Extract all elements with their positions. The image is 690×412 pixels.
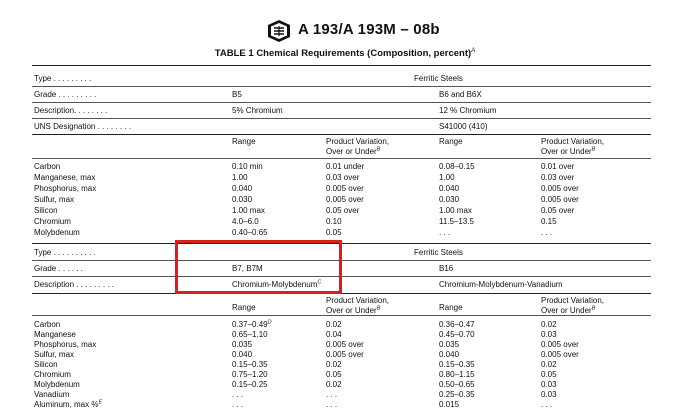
col-range: Range: [232, 303, 256, 312]
b5-variation-cell: 0.03 over: [326, 173, 360, 182]
grade-b5: B5: [232, 90, 242, 99]
b5-range-cell: 0.040: [232, 184, 253, 193]
rule-line: [32, 158, 651, 159]
element-name: Carbon: [34, 320, 61, 329]
b16-variation-cell: 0.03: [541, 380, 557, 389]
b16-variation-cell: 0.02: [541, 320, 557, 329]
element-name: Molybdenum: [34, 380, 80, 389]
b16-variation-cell: 0.005 over: [541, 350, 579, 359]
rule-line: [32, 65, 651, 66]
element-name: Manganese, max: [34, 173, 96, 182]
b7-variation-cell: 0.02: [326, 360, 342, 369]
uns-b6: S41000 (410): [439, 122, 488, 131]
b16-range-cell: 0.040: [439, 350, 460, 359]
highlight-box: [175, 240, 342, 294]
b6-variation-cell: 0.05 over: [541, 206, 575, 215]
b16-variation-cell: 0.03: [541, 390, 557, 399]
col-variation: Product Variation, Over or Under$^B$: [326, 137, 389, 156]
b6-range-cell: 0.08–0.15: [439, 162, 475, 171]
b7-range-cell: 0.15–0.35: [232, 360, 268, 369]
b16-range-cell: 0.50–0.65: [439, 380, 475, 389]
type-label: Type . . . . . . . . . .: [34, 248, 96, 257]
col-range: Range: [439, 303, 463, 312]
table-title: TABLE 1 Chemical Requirements (Composition, percent)$^A$: [214, 48, 476, 60]
col-range: Range: [439, 137, 463, 146]
b5-range-cell: 0.030: [232, 195, 253, 204]
b16-range-cell: 0.25–0.35: [439, 390, 475, 399]
type-value: Ferritic Steels: [414, 248, 463, 257]
element-name: Aluminum, max %$^E$: [34, 399, 103, 409]
description-label: Description . . . . . . . . .: [34, 280, 115, 289]
b6-range-cell: 1.00: [439, 173, 455, 182]
b6-variation-cell: 0.01 over: [541, 162, 575, 171]
element-name: Manganese: [34, 330, 76, 339]
b6-range-cell: 0.030: [439, 195, 460, 204]
b6-variation-cell: 0.005 over: [541, 184, 579, 193]
b6-range-cell: 1.00 max: [439, 206, 472, 215]
b7-range-cell: . . .: [232, 400, 244, 409]
element-name: Chromium: [34, 217, 71, 226]
b6-range-cell: 11.5–13.5: [439, 217, 474, 226]
b5-range-cell: 0.10 min: [232, 162, 263, 171]
b5-range-cell: 1.00: [232, 173, 248, 182]
b6-range-cell: 0.040: [439, 184, 460, 193]
description-label: Description. . . . . . . .: [34, 106, 108, 115]
b16-range-cell: 0.45–0.70: [439, 330, 475, 339]
b5-variation-cell: 0.10: [326, 217, 342, 226]
b6-variation-cell: 0.005 over: [541, 195, 579, 204]
b16-range-cell: 0.36–0.47: [439, 320, 475, 329]
b16-range-cell: 0.035: [439, 340, 460, 349]
grade-b7: B7, B7M: [232, 264, 263, 273]
b6-variation-cell: 0.03 over: [541, 173, 575, 182]
description-b6: 12 % Chromium: [439, 106, 497, 115]
b7-variation-cell: 0.02: [326, 380, 342, 389]
grade-b6: B6 and B6X: [439, 90, 482, 99]
b5-range-cell: 0.40–0.65: [232, 228, 268, 237]
b16-range-cell: 0.15–0.35: [439, 360, 475, 369]
b7-range-cell: 0.65–1.10: [232, 330, 268, 339]
b5-range-cell: 4.0–6.0: [232, 217, 259, 226]
element-name: Silicon: [34, 206, 58, 215]
rule-line: [32, 134, 651, 135]
b6-range-cell: . . .: [439, 228, 451, 237]
b7-range-cell: . . .: [232, 390, 244, 399]
b5-variation-cell: 0.005 over: [326, 195, 364, 204]
b5-variation-cell: 0.05 over: [326, 206, 360, 215]
b16-variation-cell: . . .: [541, 400, 553, 409]
b7-range-cell: 0.035: [232, 340, 253, 349]
description-b16: Chromium-Molybdenum-Vanadium: [439, 280, 563, 289]
rule-line: [32, 102, 651, 103]
astm-logo-icon: [266, 19, 292, 43]
b7-range-cell: $0.37-0.49^D$: [232, 319, 272, 329]
col-variation: Product Variation, Over or Under$^B$: [326, 296, 389, 315]
document-designation: A 193/A 193M – 08b: [298, 21, 440, 38]
b5-variation-cell: 0.05: [326, 228, 342, 237]
element-name: Silicon: [34, 360, 58, 369]
rule-line: [32, 86, 651, 87]
b7-variation-cell: 0.02: [326, 320, 342, 329]
col-variation: Product Variation, Over or Under$^B$: [541, 137, 604, 156]
b7-range-cell: 0.040: [232, 350, 253, 359]
element-name: Chromium: [34, 370, 71, 379]
element-name: Phosphorus, max: [34, 184, 97, 193]
b6-variation-cell: . . .: [541, 228, 553, 237]
col-variation: Product Variation, Over or Under$^B$: [541, 296, 604, 315]
b16-range-cell: 0.015: [439, 400, 460, 409]
col-range: Range: [232, 137, 256, 146]
element-name: Sulfur, max: [34, 350, 75, 359]
document-header: [0, 18, 690, 44]
b16-variation-cell: 0.005 over: [541, 340, 579, 349]
b16-variation-cell: 0.03: [541, 330, 557, 339]
b16-range-cell: 0.80–1.15: [439, 370, 475, 379]
b16-variation-cell: 0.02: [541, 360, 557, 369]
b7-range-cell: 0.75–1.20: [232, 370, 268, 379]
b7-variation-cell: 0.05: [326, 370, 342, 379]
element-name: Phosphorus, max: [34, 340, 97, 349]
grade-b16: B16: [439, 264, 454, 273]
description-b5: 5% Chromium: [232, 106, 283, 115]
b5-range-cell: 1.00 max: [232, 206, 265, 215]
rule-line: [32, 118, 651, 119]
b16-variation-cell: 0.05: [541, 370, 557, 379]
element-name: Sulfur, max: [34, 195, 75, 204]
element-name: Carbon: [34, 162, 61, 171]
b6-variation-cell: 0.15: [541, 217, 557, 226]
grade-label: Grade . . . . . .: [34, 264, 83, 273]
b5-variation-cell: 0.005 over: [326, 184, 364, 193]
b7-variation-cell: 0.005 over: [326, 350, 364, 359]
b7-variation-cell: . . .: [326, 390, 338, 399]
element-name: Vanadium: [34, 390, 70, 399]
grade-label: Grade . . . . . . . . .: [34, 90, 97, 99]
b7-variation-cell: 0.005 over: [326, 340, 364, 349]
uns-label: UNS Designation . . . . . . . .: [34, 122, 131, 131]
b7-variation-cell: . . .: [326, 400, 338, 409]
b5-variation-cell: 0.01 under: [326, 162, 365, 171]
rule-line: [32, 315, 651, 316]
element-name: Molybdenum: [34, 228, 80, 237]
type-label: Type . . . . . . . . .: [34, 74, 92, 83]
type-value: Ferritic Steels: [414, 74, 463, 83]
b7-range-cell: 0.15–0.25: [232, 380, 268, 389]
b7-variation-cell: 0.04: [326, 330, 342, 339]
description-b7: Chromium-Molybdenum$^C$: [232, 279, 322, 289]
